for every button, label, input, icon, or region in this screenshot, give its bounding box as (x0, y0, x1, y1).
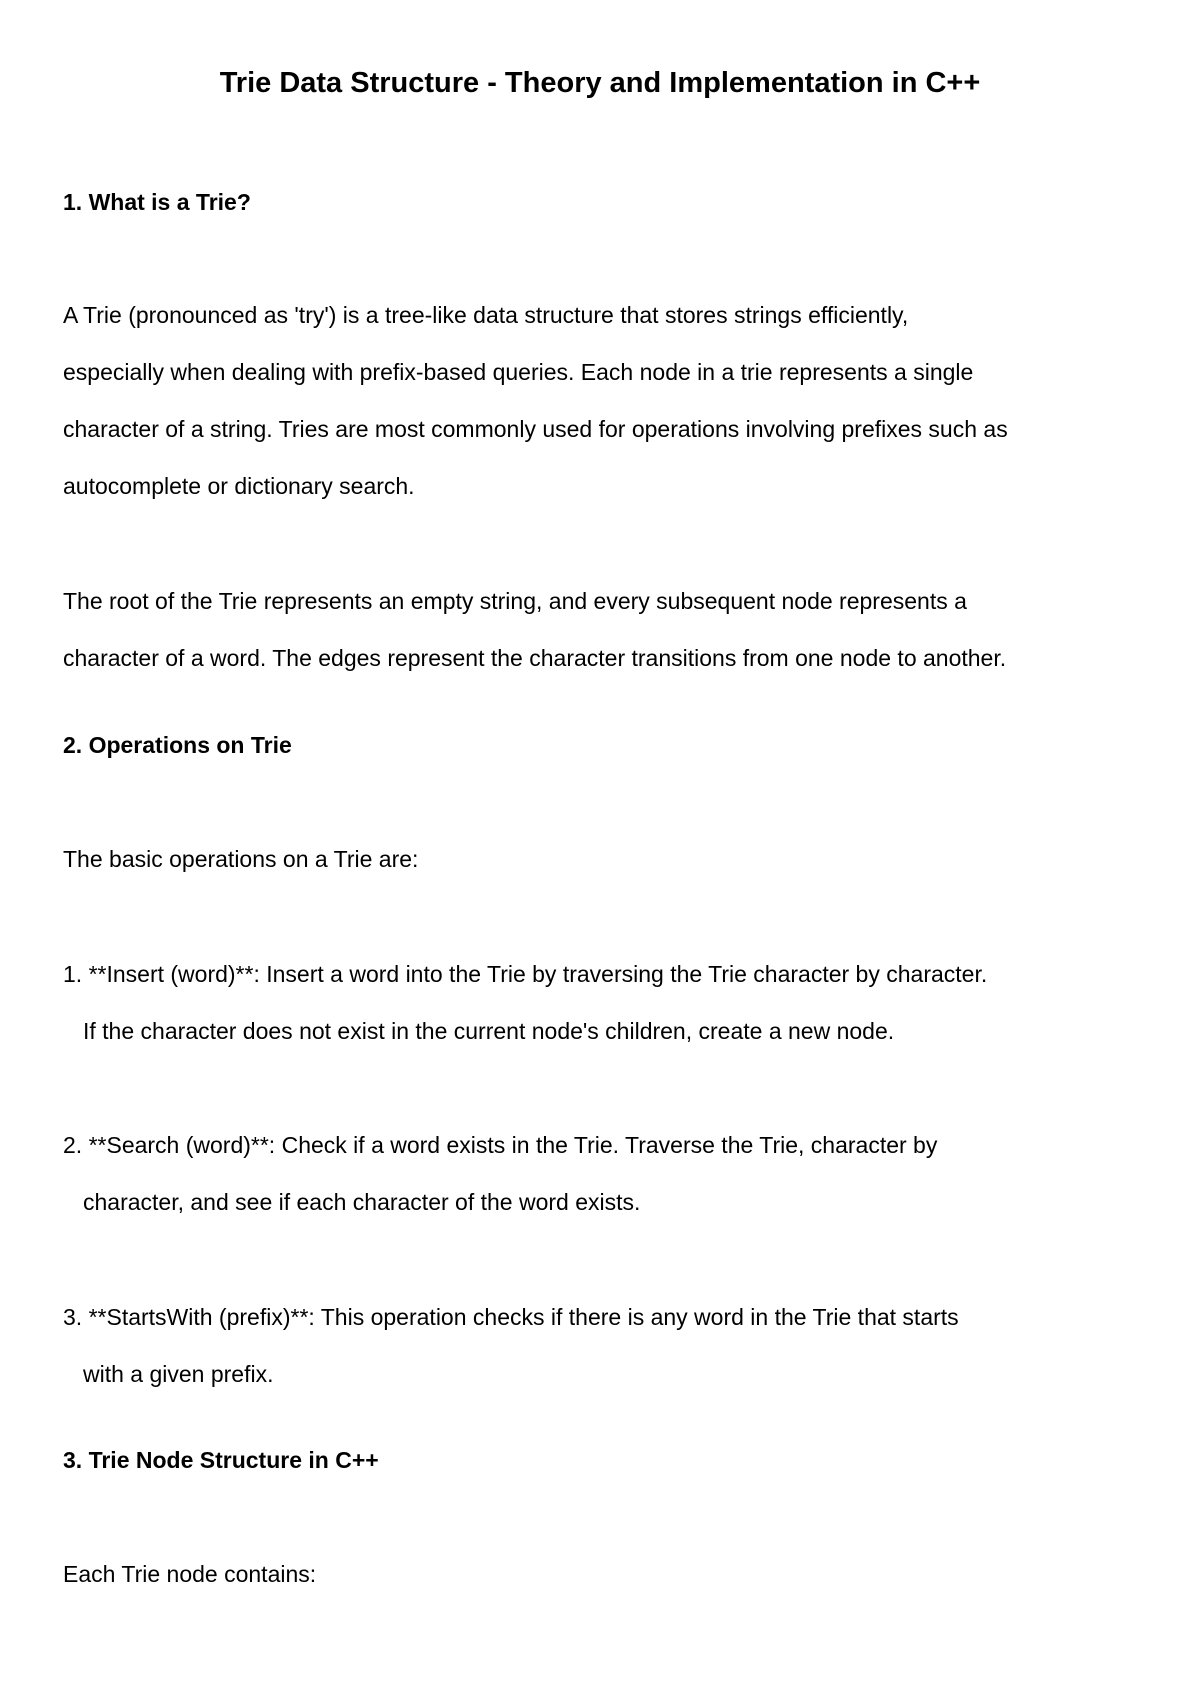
document-title: Trie Data Structure - Theory and Implementation in C++ (219, 67, 981, 99)
node-structure-intro: Each Trie node contains: (63, 1561, 317, 1587)
paragraph-line: autocomplete or dictionary search. (63, 473, 415, 499)
paragraph-line: character of a word. The edges represent the character transitions from one node to another. (63, 645, 1007, 671)
paragraph-line: A Trie (pronounced as 'try') is a tree-like data structure that stores strings efficiently, (63, 302, 909, 328)
list-item-startswith-line2: with a given prefix. (83, 1361, 274, 1387)
section-heading-operations: 2. Operations on Trie (63, 732, 292, 758)
paragraph-line: The root of the Trie represents an empty string, and every subsequent node represents a (63, 588, 967, 614)
paragraph-line: especially when dealing with prefix-based queries. Each node in a trie represents a single (63, 359, 974, 385)
section-heading-node-structure: 3. Trie Node Structure in C++ (63, 1447, 379, 1473)
operations-intro: The basic operations on a Trie are: (63, 846, 419, 872)
list-item-insert-line1: 1. **Insert (word)**: Insert a word into the Trie by traversing the Trie character by character. (63, 961, 988, 987)
list-item-insert-line2: If the character does not exist in the current node's children, create a new node. (83, 1018, 895, 1044)
paragraph-line: character of a string. Tries are most commonly used for operations involving prefixes such as (63, 416, 1008, 442)
section-heading-what-is-trie: 1. What is a Trie? (63, 189, 251, 215)
list-item-search-line1: 2. **Search (word)**: Check if a word exists in the Trie. Traverse the Trie, character by (63, 1132, 938, 1158)
list-item-search-line2: character, and see if each character of the word exists. (83, 1189, 641, 1215)
list-item-startswith-line1: 3. **StartsWith (prefix)**: This operation checks if there is any word in the Trie that starts (63, 1304, 959, 1330)
